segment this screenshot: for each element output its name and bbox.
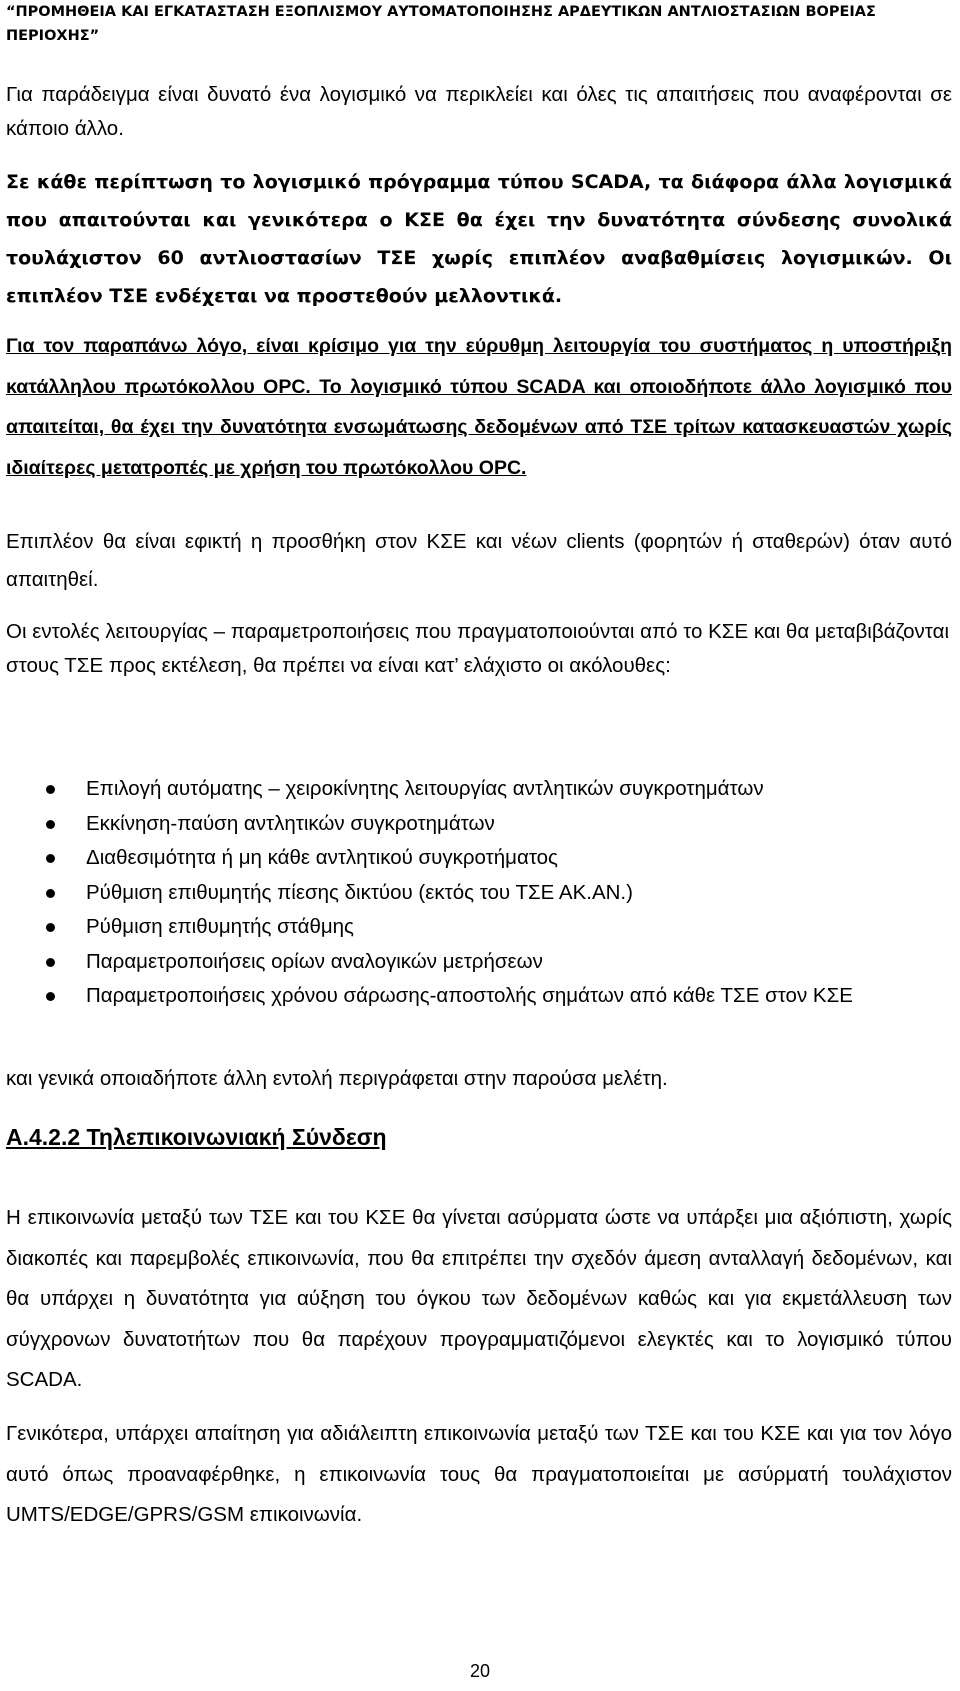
- bullet-icon: [46, 854, 55, 863]
- paragraph-7: Η επικοινωνία μεταξύ των ΤΣΕ και του ΚΣΕ θα γίνεται ασύρματα ώστε να υπάρξει μια αξιόπιστη, χωρίς διακοπές και παρεμβολές επικοινωνία, που θα επιτρέπει την σχεδόν άμεση ανταλλαγή δεδομένων, και θα υπάρχει η δυνατότητα για αύξηση του όγκου των δεδομένων καθώς και για εκμετάλλευση των σύγχρονων δυνατοτήτων που θα παρέχουν προγραμματιζόμενοι ελεγκτές και το λογισμικό τύπου SCADA.: [6, 1206, 952, 1391]
- header-line-1: “ΠΡΟΜΗΘΕΙΑ ΚΑΙ ΕΓΚΑΤΑΣΤΑΣΗ ΕΞΟΠΛΙΣΜΟΥ ΑΥΤΟΜΑΤΟΠΟΙΗΣΗΣ ΑΡΔΕΥΤΙΚΩΝ ΑΝΤΛΙΟΣΤΑΣΙΩΝ ΒΟΡΕΙΑΣ: [6, 4, 876, 20]
- paragraph-8: Γενικότερα, υπάρχει απαίτηση για αδιάλειπτη επικοινωνία μεταξύ των ΤΣΕ και του ΚΣΕ και για τον λόγο αυτό όπως προαναφέρθηκε, η επικοινωνία τους θα πραγματοποιείται με ασύρματή τουλάχιστον UMTS/EDGE/GPRS/GSM επικοινωνία.: [6, 1422, 952, 1526]
- paragraph-1: Για παράδειγμα είναι δυνατό ένα λογισμικό να περικλείει και όλες τις απαιτήσεις που αναφέρονται σε κάποιο άλλο.: [6, 83, 952, 140]
- page-number: 20: [469, 1661, 491, 1681]
- list-item: Επιλογή αυτόματης – χειροκίνητης λειτουργίας αντλητικών συγκροτημάτων: [0, 772, 960, 807]
- paragraph-5: Οι εντολές λειτουργίας – παραμετροποιήσεις που πραγματοποιούνται από το ΚΣΕ και θα μεταβιβάζονται στους ΤΣΕ προς εκτέλεση, θα πρέπει να είναι κατ’ ελάχιστο οι ακόλουθες:: [6, 620, 950, 677]
- bullet-icon: [46, 958, 55, 967]
- list-item: Ρύθμιση επιθυμητής στάθμης: [0, 910, 960, 945]
- list-item: Ρύθμιση επιθυμητής πίεσης δικτύου (εκτός του ΤΣΕ ΑΚ.ΑΝ.): [0, 876, 960, 911]
- section-heading: Α.4.2.2 Τηλεπικοινωνιακή Σύνδεση: [6, 1124, 387, 1150]
- list-item: Παραμετροποιήσεις ορίων αναλογικών μετρήσεων: [0, 945, 960, 980]
- bullet-icon: [46, 889, 55, 898]
- paragraph-2: Σε κάθε περίπτωση το λογισμικό πρόγραμμα τύπου SCADA, τα διάφορα άλλα λογισμικά που απαιτούνται και γενικότερα ο ΚΣΕ θα έχει την δυνατότητα σύνδεσης συνολικά τουλάχιστον 60 αντλιοστασίων ΤΣΕ χωρίς επιπλέον αναβαθμίσεις λογισμικών. Οι επιπλέον ΤΣΕ ενδέχεται να προστεθούν μελλοντικά.: [6, 171, 952, 307]
- bullet-icon: [46, 820, 55, 829]
- bullet-icon: [46, 785, 55, 794]
- paragraph-3: Για τον παραπάνω λόγο, είναι κρίσιμο για την εύρυθμη λειτουργία του συστήματος η υποστήριξη κατάλληλου πρωτόκολλου OPC. Το λογισμικό τύπου SCADA και οποιοδήποτε άλλο λογισμικό που απαιτείται, θα έχει την δυνατότητα ενσωμάτωσης δεδομένων από ΤΣΕ τρίτων κατασκευαστών χωρίς ιδιαίτερες μετατροπές με χρήση του πρωτόκολλου OPC.: [6, 335, 952, 479]
- list-item: Παραμετροποιήσεις χρόνου σάρωσης-αποστολής σημάτων από κάθε ΤΣΕ στον ΚΣΕ: [0, 979, 886, 1014]
- bullet-icon: [46, 992, 55, 1001]
- list-item: Διαθεσιμότητα ή μη κάθε αντλητικού συγκροτήματος: [0, 841, 960, 876]
- bullet-icon: [46, 923, 55, 932]
- paragraph-6: και γενικά οποιαδήποτε άλλη εντολή περιγράφεται στην παρούσα μελέτη.: [6, 1067, 668, 1090]
- running-header: [6, 0, 946, 48]
- list-item: Εκκίνηση-παύση αντλητικών συγκροτημάτων: [0, 807, 960, 842]
- header-line-2: ΠΕΡΙΟΧΗΣ”: [6, 28, 100, 44]
- paragraph-4: Επιπλέον θα είναι εφικτή η προσθήκη στον ΚΣΕ και νέων clients (φορητών ή σταθερών) όταν αυτό απαιτηθεί.: [6, 530, 952, 591]
- commands-list: [0, 772, 960, 1014]
